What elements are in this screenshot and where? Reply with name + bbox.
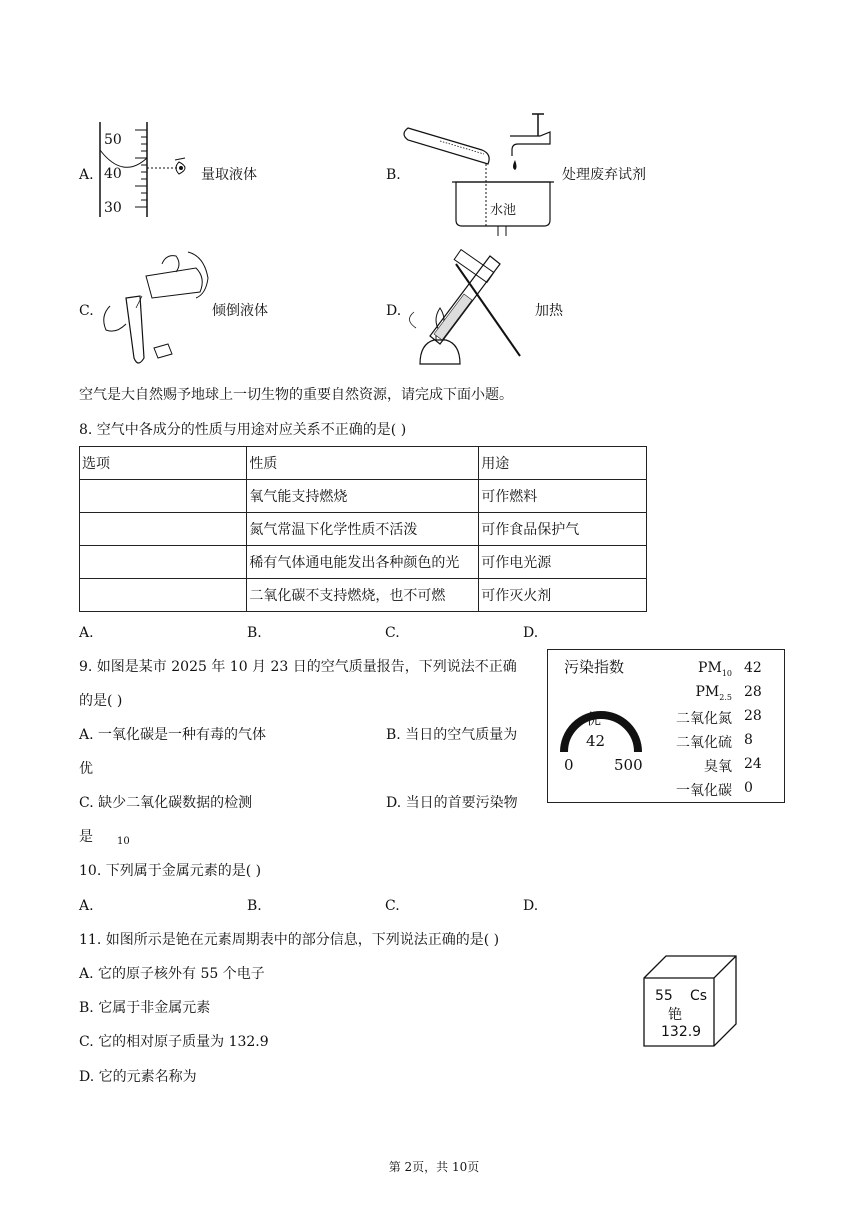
table-cell: 二氧化碳不支持燃烧，也不可燃 [247,579,479,612]
q11-option-c[interactable]: C. 它的相对原子质量为 132.9 [79,1034,269,1050]
q9-option-d[interactable]: D. 当日的首要污染物 [386,795,518,811]
table-cell: 可作灭火剂 [479,579,647,612]
gauge-max: 500 [614,756,643,774]
option-b-letter: B. [386,167,401,183]
table-header-row [80,447,647,480]
pollutant-row [648,780,778,804]
option-a-letter: A. [79,167,94,183]
table-cell [80,513,247,546]
element-name: 铯 [668,1007,682,1023]
q10-option-b[interactable]: B. [247,898,262,914]
pollutant-name: $PM_{2.5}$ [695,684,732,702]
scale-mark-30: 30 [104,200,122,216]
option-b-caption: 处理废弃试剂 [562,167,646,183]
pollutant-row [648,732,778,756]
table-header-cell: 用途 [479,447,647,480]
q8-table [79,446,647,612]
option-c-letter: C. [79,303,94,319]
pollutant-name: 一氧化碳 [676,783,732,799]
table-cell: 氧气能支持燃烧 [247,480,479,513]
table-cell: 稀有气体通电能发出各种颜色的光 [247,546,479,579]
q9-option-a[interactable]: A. 一氧化碳是一种有毒的气体 [79,727,267,743]
pollutant-name: 臭氧 [704,759,732,775]
q10-option-c[interactable]: C. [385,898,400,914]
pollutant-value: 0 [744,780,753,796]
element-atomic-mass: 132.9 [661,1024,702,1040]
q9-option-b[interactable]: B. 当日的空气质量为 [386,727,518,743]
pouring-liquid-figure [96,238,216,378]
table-header-cell: 选项 [80,447,247,480]
intro-text: 空气是大自然赐予地球上一切生物的重要自然资源，请完成下面小题。 [79,387,513,403]
table-cell [80,579,247,612]
option-d-caption: 加热 [535,303,563,319]
pollutant-row [648,756,778,780]
q10-stem: 10. 下列属于金属元素的是( ) [79,863,262,879]
table-cell: 氮气常温下化学性质不活泼 [247,513,479,546]
pollutant-row [648,684,778,708]
report-title: 污染指数 [564,658,625,676]
q8-option-b[interactable]: B. [247,625,262,641]
heating-test-tube-figure [400,236,540,376]
table-cell [80,480,247,513]
table-row [80,546,647,579]
pollutant-value: 8 [744,732,753,748]
table-cell [80,546,247,579]
q10-option-a[interactable]: A. [79,898,94,914]
gauge-min: 0 [564,756,574,774]
air-quality-report [547,649,785,803]
option-a-caption: 量取液体 [201,167,257,183]
test-tube-and-sink-figure [400,108,570,238]
q8-option-a[interactable]: A. [79,625,94,641]
pollutant-value: 28 [744,684,762,700]
pollutant-name: 二氧化氮 [676,711,732,727]
q9-option-b-continued: 优 [79,761,93,777]
q9-option-d-continued: 是 [79,829,93,845]
pollutant-value: 42 [744,660,762,676]
scale-mark-50: 50 [104,132,122,148]
q9-option-d-subscript: 10 [117,836,130,847]
pollutant-name: 二氧化硫 [676,735,732,751]
table-cell: 可作电光源 [479,546,647,579]
q11-option-a[interactable]: A. 它的原子核外有 55 个电子 [79,966,265,982]
q9-stem-line1: 9. 如图是某市 2025 年 10 月 23 日的空气质量报告，下列说法不正确 [79,659,517,675]
q11-stem: 11. 如图所示是铯在元素周期表中的部分信息，下列说法正确的是( ) [79,932,500,948]
pollutant-value: 28 [744,708,762,724]
q10-option-d[interactable]: D. [523,898,539,914]
page-footer: 第 2页，共 10页 [388,1160,480,1174]
q9-stem-line2: 的是( ) [79,693,123,709]
q9-option-c[interactable]: C. 缺少二氧化碳数据的检测 [79,795,253,811]
element-atomic-number: 55 [655,988,673,1004]
report-index: 42 [586,732,606,750]
pollutant-row [648,708,778,732]
q11-option-b[interactable]: B. 它属于非金属元素 [79,1000,211,1016]
table-row [80,513,647,546]
q11-option-d[interactable]: D. 它的元素名称为 [79,1069,197,1085]
pollutant-name: $PM_{10}$ [698,660,732,678]
table-row [80,480,647,513]
q8-option-c[interactable]: C. [385,625,400,641]
pollutant-row [648,660,778,684]
table-cell: 可作食品保护气 [479,513,647,546]
table-header-cell: 性质 [247,447,479,480]
report-level: 优 [586,710,602,728]
q8-option-d[interactable]: D. [523,625,539,641]
option-c-caption: 倾倒液体 [212,303,268,319]
q8-stem: 8. 空气中各成分的性质与用途对应关系不正确的是( ) [79,422,407,438]
table-row [80,579,647,612]
table-cell: 可作燃料 [479,480,647,513]
sink-label: 水池 [490,203,517,218]
element-symbol: Cs [690,988,708,1004]
scale-mark-40: 40 [104,166,122,182]
pollutant-value: 24 [744,756,762,772]
option-d-letter: D. [386,303,402,319]
